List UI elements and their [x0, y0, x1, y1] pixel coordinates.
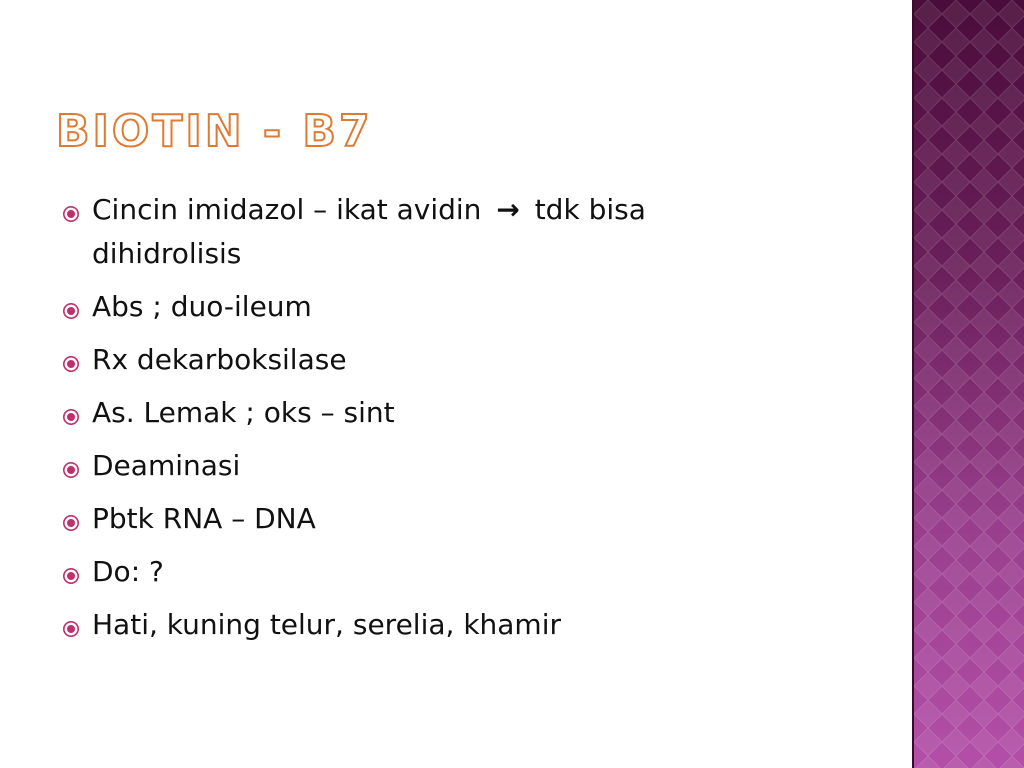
bullet-text: Pbtk RNA – DNA: [92, 502, 316, 535]
bullet-marker-icon: [62, 285, 92, 329]
decorative-side-band: [912, 0, 1024, 768]
bullet-text: Rx dekarboksilase: [92, 343, 347, 376]
bullet-text-part: tdk bisa dihidrolisis: [92, 193, 646, 270]
bullet-item: [62, 285, 762, 329]
bullet-item: [62, 550, 762, 594]
bullet-marker-icon: [62, 444, 92, 488]
bullet-list: [62, 188, 762, 656]
diamond-pattern: [914, 0, 1024, 768]
bullet-text: Do: ?: [92, 555, 164, 588]
bullet-marker-icon: [62, 188, 92, 232]
bullet-item: [62, 603, 762, 647]
bullet-marker-icon: [62, 391, 92, 435]
bullet-marker-icon: [62, 603, 92, 647]
bullet-marker-icon: [62, 550, 92, 594]
bullet-item: [62, 338, 762, 382]
bullet-text: As. Lemak ; oks – sint: [92, 396, 395, 429]
bullet-item: [62, 391, 762, 435]
bullet-text-part: Cincin imidazol – ikat avidin: [92, 193, 482, 226]
right-arrow-icon: →: [496, 193, 520, 226]
bullet-marker-icon: [62, 497, 92, 541]
bullet-text: Deaminasi: [92, 449, 241, 482]
bullet-text: Abs ; duo-ileum: [92, 290, 312, 323]
bullet-item: [62, 497, 762, 541]
bullet-text: [92, 188, 762, 276]
bullet-item: [62, 188, 762, 276]
bullet-text: Hati, kuning telur, serelia, khamir: [92, 608, 561, 641]
bullet-marker-icon: [62, 338, 92, 382]
bullet-item: [62, 444, 762, 488]
slide-title: BIOTIN - B7: [56, 106, 373, 157]
